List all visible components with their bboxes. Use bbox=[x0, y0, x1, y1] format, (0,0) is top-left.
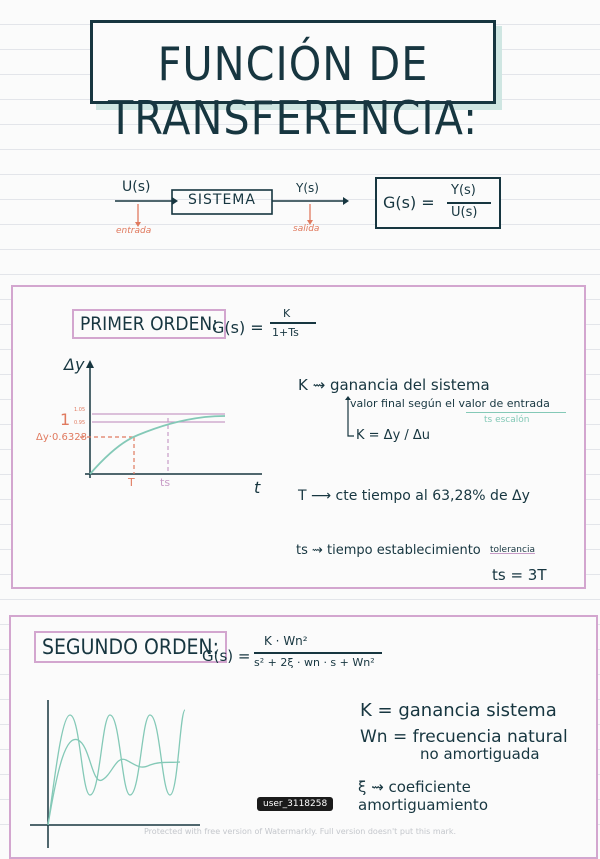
undamped-curve bbox=[48, 710, 185, 825]
plot-y-label: Δy bbox=[64, 355, 85, 374]
plot-t-label: T bbox=[128, 476, 135, 489]
tf-box bbox=[375, 177, 501, 229]
footer-watermark: Protected with free version of Watermarkly. Full version doesn't put this mark. bbox=[144, 827, 456, 836]
plot-tick-63: Δy·0.6328 bbox=[36, 432, 87, 443]
plot-ts-label: ts bbox=[160, 476, 171, 489]
input-label: U(s) bbox=[122, 179, 151, 195]
first-order-k-sub1: valor final según el valor de entrada bbox=[350, 397, 550, 410]
second-order-fraction-bar bbox=[254, 652, 382, 654]
title-box bbox=[90, 20, 496, 145]
output-note: salida bbox=[293, 224, 320, 234]
first-order-tf-lhs: G(s) = bbox=[212, 318, 264, 337]
system-block-label: SISTEMA bbox=[188, 192, 256, 208]
first-order-fraction-bar bbox=[270, 322, 316, 324]
second-order-heading: SEGUNDO ORDEN: bbox=[34, 631, 227, 663]
first-order-k-note: K ⇝ ganancia del sistema bbox=[298, 376, 490, 394]
first-order-k-sub1b: ts escalón bbox=[484, 415, 530, 425]
first-order-ts-note: ts ⇝ tiempo establecimiento bbox=[296, 543, 481, 558]
second-order-xi-note: ξ ⇝ coeficiente amortiguamiento bbox=[358, 778, 488, 814]
second-order-wn-note: Wn = frecuencia natural bbox=[360, 727, 568, 747]
page-title: FUNCIÓN DE TRANSFERENCIA: bbox=[107, 37, 479, 145]
plot-tick-095: 0.95 bbox=[74, 420, 86, 426]
plot-tick-105: 1.05 bbox=[74, 407, 86, 413]
first-order-ts-eq: ts = 3T bbox=[492, 566, 547, 584]
tf-numerator: Y(s) bbox=[451, 183, 476, 198]
output-label: Y(s) bbox=[296, 181, 319, 195]
first-order-k-sub2: K = Δy / Δu bbox=[356, 428, 431, 443]
first-order-tf-num: K bbox=[283, 307, 291, 320]
second-order-k-note: K = ganancia sistema bbox=[360, 700, 557, 721]
second-order-tf-num: K · Wn² bbox=[264, 634, 308, 648]
k-sub1-underline bbox=[466, 412, 566, 413]
input-note: entrada bbox=[116, 226, 152, 236]
first-order-t-note: T ⟶ cte tiempo al 63,28% de Δy bbox=[298, 488, 530, 504]
input-arrow-head bbox=[172, 197, 178, 205]
user-watermark: user_3118258 bbox=[257, 797, 333, 811]
second-order-tf-lhs: G(s) = bbox=[202, 647, 251, 665]
plot-tick-one: 1 bbox=[60, 410, 71, 429]
second-order-plot bbox=[30, 695, 200, 848]
step-response-curve bbox=[90, 416, 225, 474]
tf-fraction-bar bbox=[447, 202, 491, 204]
first-order-tf-den: 1+Ts bbox=[272, 326, 299, 339]
first-order-heading: PRIMER ORDEN: bbox=[72, 309, 226, 339]
plot-x-label: t bbox=[254, 478, 261, 497]
first-order-ts-tolerance: tolerancia bbox=[490, 545, 535, 555]
tf-denominator: U(s) bbox=[451, 205, 478, 220]
second-order-tf-den: s² + 2ξ · wn · s + Wn² bbox=[254, 656, 375, 669]
output-arrow-head bbox=[343, 197, 349, 205]
tf-lhs: G(s) = bbox=[383, 193, 435, 212]
second-order-wn-sub: no amortiguada bbox=[420, 745, 540, 763]
